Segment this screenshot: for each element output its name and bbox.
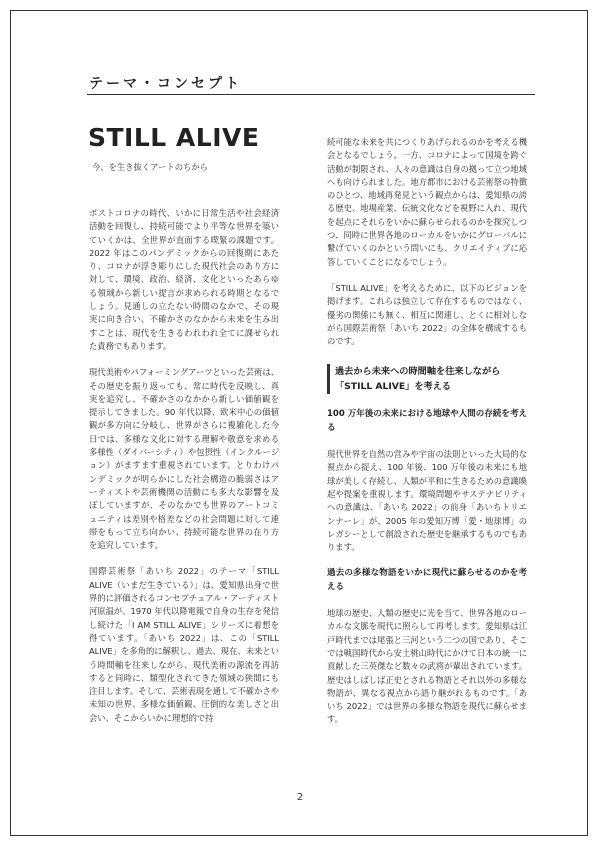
right-paragraph-1: 続可能な未来を共につくりあげられるのかを考える機会となるでしょう。一方、コロナによって国境を跨ぐ活動が制限され、人々の意識は自身の拠って立つ地域へも向けられました。地方都市における芸術祭の特徴のひとつ、地域再発見という観点からは、愛知県の誇る歴史、地場産業、伝統文化などを視野に入れ、現代を起点にそれらをいかに蘇らせられるのかを探究しつつ、同時に世界各地のローカルをいかにグローバルに繋げていくのかという問いにも、クリエイティブに応答していくことになるでしょう。 (327, 137, 527, 267)
right-paragraph-2: 「STILL ALIVE」を考えるために、以下のビジョンを掲げます。これらは独立して存在するものではなく、優劣の関係にも無く、相互に関連し、とくに相対しながら国際芸術祭「あいち 2022」の全体を構成するものです。 (327, 282, 527, 347)
item-2-heading: 過去の多様な物語をいかに現代に蘇らせるのかを考える (327, 568, 527, 592)
vision-heading (327, 364, 527, 394)
page-number: 2 (296, 792, 304, 803)
section-title: テーマ・コンセプト (89, 76, 242, 92)
vision-heading-line-2: 「STILL ALIVE」を考える (335, 381, 452, 393)
main-title: STILL ALIVE (88, 123, 260, 152)
vision-heading-line-1: 過去から未来への時間軸を往来しながら (335, 366, 501, 378)
left-paragraph-2: 現代美術やパフォーミングアーツといった芸術は、その歴史を振り返っても、常に時代を反映し、真実を追究し、不確かさのなかから新しい価値観を提示してきました。90 年代以降、欧米中心の価値観が多方向に分岐し、世界がさらに複雑化した今日では、多様な文化に対する理解や敬意を求める多様性（ダイバーシティ）や包摂性（インクルージョン）がますます重視されています。とりわけパンデミックが明らかにした社会構造の脆弱さはアーティストや芸術機関の活動にも多大な影響を及ぼしていますが、そのなかでも世界のアートコミュニティは差別や格差などの社会問題に対して連帯をもって立ち向かい、持続可能な世界の在り方を追究しています。 (89, 367, 279, 551)
item-1-heading: 100 万年後の未来における地球や人間の存続を考える (327, 409, 527, 433)
left-column (89, 207, 279, 738)
right-column (327, 136, 527, 740)
item-1-body: 現代世界を自然の営みや宇宙の法則といった大局的な視点から捉え、100 年後、100 万年後の未来にも地球が美しく存続し、人類が平和に生きるための意識喚起や提案を重視します。環境問題やサステナビリティへの意識は、「あいち 2022」の前身「あいちトリエンナーレ」が、2005 年の愛知万博「愛・地球博」のレガシーとして創設された歴史を継承するものでもあります。 (327, 449, 527, 553)
section-divider (87, 94, 535, 95)
left-paragraph-3: 国際芸術祭「あいち 2022」のテーマ「STILL ALIVE（いまだ生きている）」は、愛知県出身で世界的に評価されるコンセプチュアル・アーティスト河原温が、1970 年代以降電報で自身の生存を発信し続けた「I AM STILL ALIVE」シリーズに着想を得ています。「あいち 2022」は、この「STILL ALIVE」を多角的に解釈し、過去、現在、未来という時間軸を往来しながら、現代美術の源流を再訪すると同時に、類型化されてきた領域の狭間にも注目します。そして、芸術表現を通して不確かさや未知の世界、多様な価値観、圧倒的な美しさと出会い、そこからいかに理想的で持 (89, 566, 280, 723)
subtitle: 今、を生き抜くアートのちから (92, 162, 208, 172)
left-paragraph-1: ポストコロナの時代、いかに日常生活や社会経済活動を回復し、持続可能でより平等な世界を築いていくかは、全世界が直面する喫緊の課題です。2022 年はこのパンデミックからの回復期にあたり、コロナが浮き彫りにした現代社会のあり方に対して、環境、政治、経済、文化といったあらゆる領域から新しい提言が求められる時期となるでしょう。見通しの立たない時間のなかで、その現実に向き合い、不確かさのなかから未来を生み出すことは、現代を生きるわれわれ全てに課せられた責務でもあります。 (89, 208, 279, 351)
item-2-body: 地球の歴史、人類の歴史に光を当て、世界各地のローカルな文脈を現代に照らして再考します。愛知県は江戸時代までは尾張と三河という二つの国であり、そこでは戦国時代から安土桃山時代にかけて日本の統一に貢献した三英傑など数々の武将が輩出されています。歴史はしばしば正史とされる物語とそれ以外の多様な物語が、異なる視点から語り継がれるものです。「あいち 2022」では世界の多様な物語を現代に蘇らせます。 (327, 608, 527, 725)
